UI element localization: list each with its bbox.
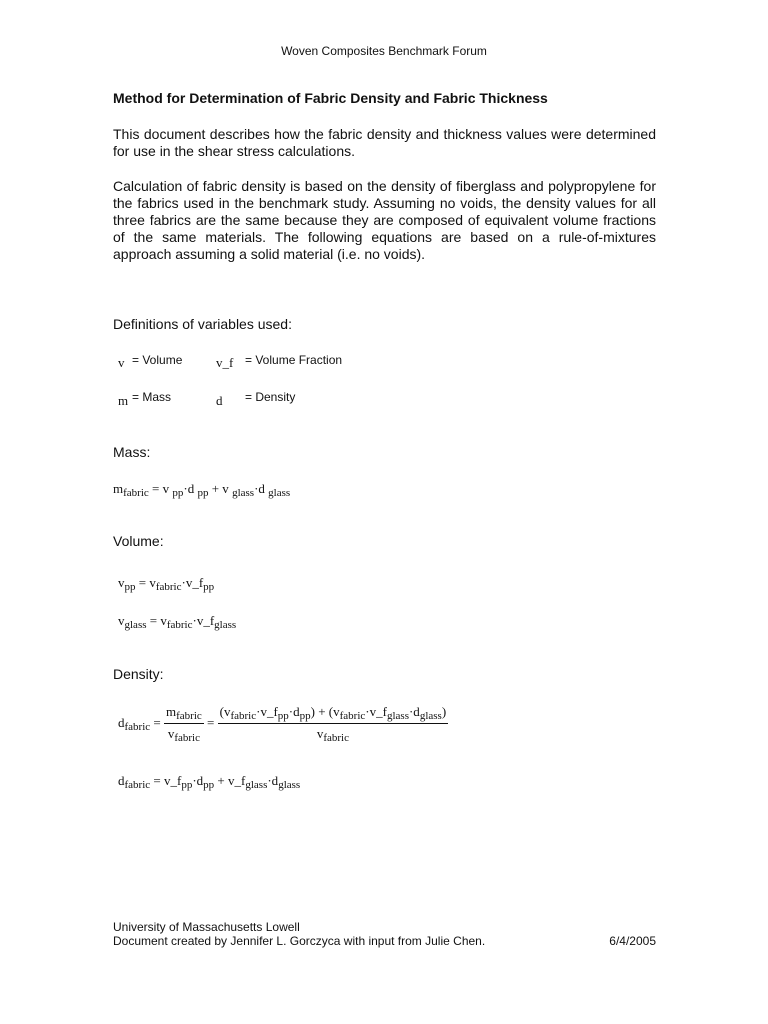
intro-paragraph: This document describes how the fabric density and thickness values were determined for use in the shear stress calculations. — [113, 126, 656, 159]
density-heading: Density: — [113, 666, 164, 682]
volume-glass-equation: $v_{glass}$ = $v_{fabric}\cdot v\_f_{glass}$ — [118, 613, 237, 631]
page-footer — [113, 920, 656, 948]
mass-equation: $m_{fabric} = v$ $_{pp}$·d $_{pp}$ + v $_{glass}$·d $_{glass}$ — [113, 481, 291, 499]
def-label-volume: = Volume — [132, 353, 183, 367]
volume-heading: Volume: — [113, 533, 164, 549]
def-label-density: = Density — [245, 390, 296, 404]
page-header: Woven Composites Benchmark Forum — [281, 44, 487, 58]
def-label-mass: = Mass — [132, 390, 172, 404]
footer-date: 6/4/2005 — [609, 934, 656, 948]
def-symbol-density: d — [216, 393, 223, 408]
mass-heading: Mass: — [113, 444, 151, 460]
density-fraction-equation: $d_{fabric}$ = $\frac{m_{fabric}}{v_{fabric}}$ = $\frac{(v_{fabric}\cdot v\_f_{pp}\cdot d_{pp}) + (v_{fabric}\cdot v\_f_{glass}\cdot d_{glass})}{v_{fabric}}$ — [118, 704, 447, 744]
footer-institution: University of Massachusetts Lowell — [113, 920, 300, 934]
definitions-heading: Definitions of variables used: — [113, 316, 292, 332]
footer-credit: Document created by Jennifer L. Gorczyca with input from Julie Chen. — [113, 934, 486, 948]
volume-pp-equation: $v_{pp}$ = $v_{fabric}\cdot v\_f_{pp}$ — [118, 575, 215, 593]
def-symbol-volume: v — [118, 355, 125, 370]
density-final-equation: $d_{fabric}$ = $v\_f_{pp}\cdot d_{pp}$ + $v\_f_{glass}\cdot d_{glass}$ — [118, 773, 301, 791]
def-symbol-mass: m — [118, 393, 129, 408]
def-symbol-volume-fraction: v_f — [216, 355, 234, 370]
def-label-volume-fraction: = Volume Fraction — [245, 353, 343, 367]
document-title: Method for Determination of Fabric Density and Fabric Thickness — [113, 90, 548, 106]
method-paragraph: Calculation of fabric density is based on the density of fiberglass and polypropylene for the fabrics used in the benchmark study. Assuming no voids, the density values for all three fabrics are the same because they are composed of equivalent volume fractions of the same materials. The following equations are based on a rule-of-mixtures approach assuming a solid material (i.e. no voids). — [113, 178, 656, 262]
